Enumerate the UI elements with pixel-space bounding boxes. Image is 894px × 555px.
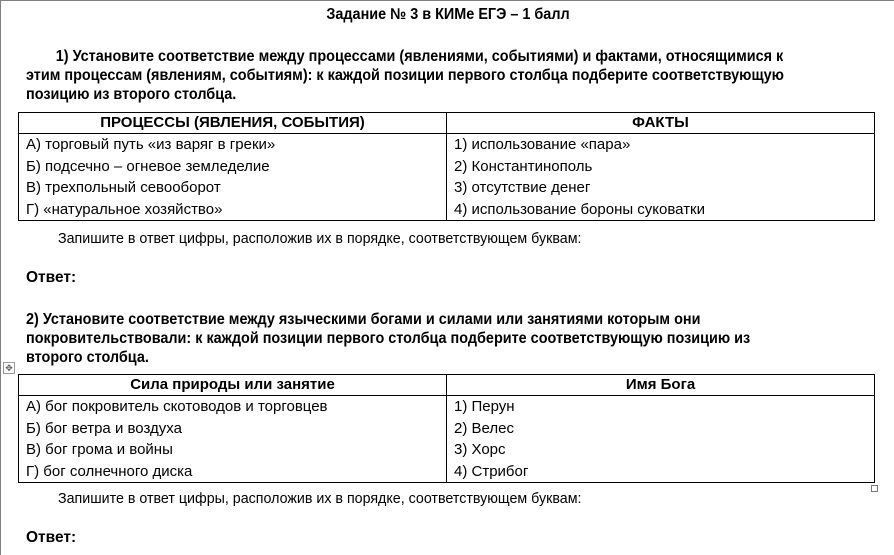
table-row xyxy=(19,396,875,483)
task1-table xyxy=(18,112,875,221)
list-item: 4) Стрибог xyxy=(454,462,529,480)
task1-left-cell xyxy=(19,134,447,221)
task1-col2-header: ФАКТЫ xyxy=(447,113,875,134)
task2-col2-header: Имя Бога xyxy=(447,375,875,396)
list-item: А) торговый путь «из варяг в греки» xyxy=(26,136,276,153)
task1-prompt xyxy=(26,47,876,104)
task2-prompt-line1: 2) Установите соответствие между языческими богами и силами или занятиями которым они xyxy=(26,311,701,328)
task1-instruction: Запишите в ответ цифры, расположив их в порядке, соответствующем буквам: xyxy=(58,230,582,247)
task2-prompt xyxy=(26,310,876,367)
task2-table xyxy=(18,374,875,483)
table-row xyxy=(19,134,875,221)
list-item: 3) Хорс xyxy=(454,441,506,458)
list-item: А) бог покровитель скотоводов и торговцев xyxy=(26,398,328,415)
task1-col1-header: ПРОЦЕССЫ (ЯВЛЕНИЯ, СОБЫТИЯ) xyxy=(19,113,447,134)
move-icon[interactable]: ✥ xyxy=(3,362,15,374)
list-item: 1) Перун xyxy=(454,398,515,415)
task2-right-cell xyxy=(447,396,875,483)
list-item: 2) Константинополь xyxy=(454,157,593,175)
list-item: 1) использование «пара» xyxy=(454,136,631,153)
task1-right-cell xyxy=(447,134,875,221)
resize-handle-icon[interactable] xyxy=(871,485,878,492)
task1-prompt-line2: этим процессам (явлениям, событиям): к каждой позиции первого столбца подберите соответствующую xyxy=(26,67,784,84)
task2-left-cell xyxy=(19,396,447,483)
task2-prompt-line3: второго столбца. xyxy=(26,349,149,366)
list-item: В) трехпольный севооборот xyxy=(26,179,221,196)
task2-instruction: Запишите в ответ цифры, расположив их в порядке, соответствующем буквам: xyxy=(58,490,582,507)
page-title: Задание № 3 в КИМе ЕГЭ – 1 балл xyxy=(326,6,570,23)
list-item: В) бог грома и войны xyxy=(26,441,173,458)
list-item: 3) отсутствие денег xyxy=(454,179,591,196)
table-header-row xyxy=(19,113,875,134)
task2-prompt-line2: покровительствовали: к каждой позиции первого столбца подберите соответствующую позицию из xyxy=(26,330,751,347)
task1-prompt-line3: позицию из второго столбца. xyxy=(26,86,237,103)
list-item: Г) бог солнечного диска xyxy=(26,462,193,480)
list-item: Б) подсечно – огневое земледелие xyxy=(26,157,270,175)
list-item: Г) «натуральное хозяйство» xyxy=(26,200,223,218)
task2-answer-label: Ответ: xyxy=(26,529,77,546)
task1-answer-label: Ответ: xyxy=(26,269,77,286)
list-item: 2) Велес xyxy=(454,419,514,437)
list-item: 4) использование бороны суковатки xyxy=(454,200,706,218)
task1-prompt-line1: 1) Установите соответствие между процессами (явлениями, событиями) и фактами, относящимися к xyxy=(55,48,784,65)
task2-col1-header: Сила природы или занятие xyxy=(19,375,447,396)
table-header-row xyxy=(19,375,875,396)
list-item: Б) бог ветра и воздуха xyxy=(26,419,182,437)
